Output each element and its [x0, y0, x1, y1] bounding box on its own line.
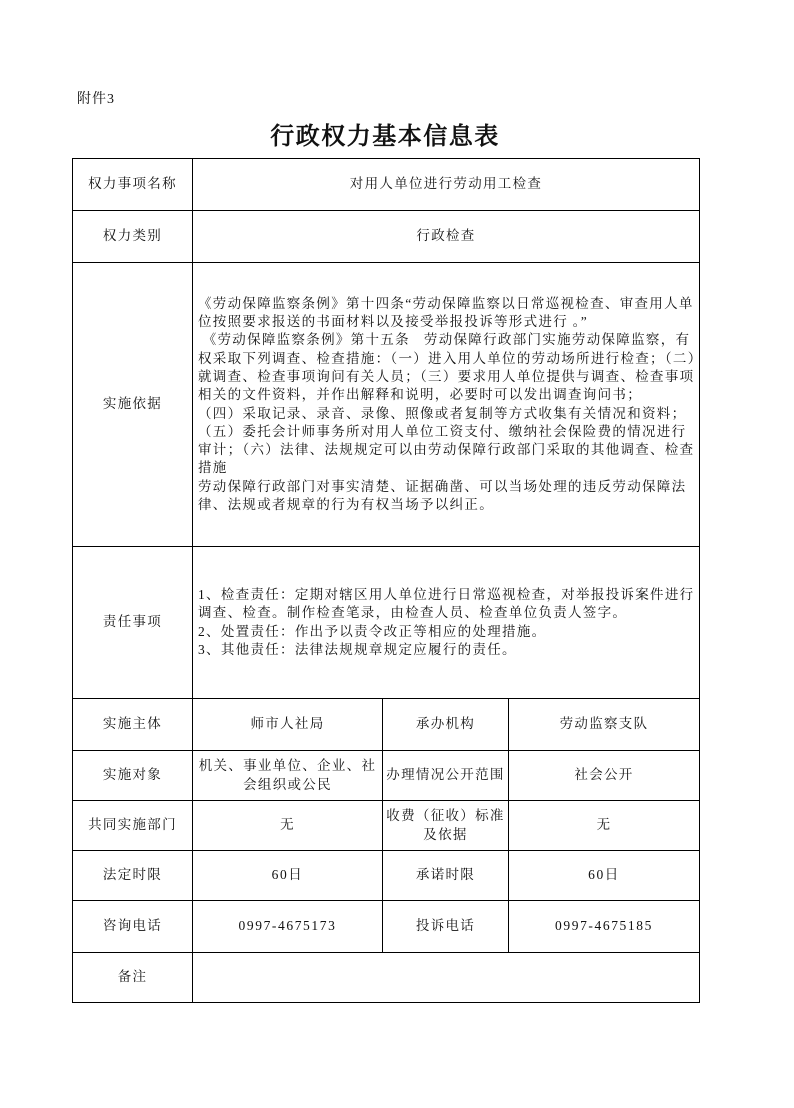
label-promised-time-limit: 承诺时限: [383, 851, 509, 901]
value-remark: [193, 953, 700, 1003]
table-row-target: [73, 751, 700, 801]
label-fee-standard: 收费（征收）标准及依据: [383, 801, 509, 851]
value-handling-agency: 劳动监察支队: [509, 699, 700, 751]
label-inquiry-phone: 咨询电话: [73, 901, 193, 953]
table-row-remark: [73, 953, 700, 1003]
label-item-name: 权力事项名称: [73, 159, 193, 211]
label-basis: 实施依据: [73, 263, 193, 547]
table-row-phone: [73, 901, 700, 953]
responsibility-paragraph: 1、检查责任：定期对辖区用人单位进行日常巡视检查，对举报投诉案件进行调查、检查。制作检查笔录，由检查人员、检查单位负责人签字。: [198, 586, 695, 621]
label-complaint-phone: 投诉电话: [383, 901, 509, 953]
value-item-name: 对用人单位进行劳动用工检查: [193, 159, 700, 211]
responsibility-paragraph: 3、其他责任：法律法规规章规定应履行的责任。: [198, 641, 517, 657]
label-category: 权力类别: [73, 211, 193, 263]
info-table: [72, 158, 700, 1003]
label-remark: 备注: [73, 953, 193, 1003]
table-row-category: [73, 211, 700, 263]
value-responsibility: [193, 547, 700, 699]
value-fee-standard: 无: [509, 801, 700, 851]
value-target: 机关、事业单位、企业、社会组织或公民: [193, 751, 383, 801]
value-inquiry-phone: 0997-4675173: [193, 901, 383, 953]
table-row-item-name: [73, 159, 700, 211]
label-legal-time-limit: 法定时限: [73, 851, 193, 901]
attachment-label: 附件3: [77, 92, 115, 107]
label-joint-dept: 共同实施部门: [73, 801, 193, 851]
label-target: 实施对象: [73, 751, 193, 801]
label-responsibility: 责任事项: [73, 547, 193, 699]
value-basis: [193, 263, 700, 547]
table-row-subject: [73, 699, 700, 751]
value-joint-dept: 无: [193, 801, 383, 851]
value-category: 行政检查: [193, 211, 700, 263]
basis-paragraph: （五）委托会计师事务所对用人单位工资支付、缴纳社会保险费的情况进行审计；（六）法律、法规规定可以由劳动保障行政部门采取的其他调查、检查措施: [198, 423, 695, 476]
basis-paragraph: 《劳动保障监察条例》第十五条 劳动保障行政部门实施劳动保障监察，有权采取下列调查、检查措施：（一）进入用人单位的劳动场所进行检查；（二）就调查、检查事项询问有关人员；（三）要求用人单位提供与调查、检查事项相关的文件资料，并作出解释和说明，必要时可以发出调查询问书；: [198, 332, 696, 403]
value-subject: 师市人社局: [193, 699, 383, 751]
responsibility-paragraph: 2、处置责任：作出予以责令改正等相应的处理措施。: [198, 623, 547, 639]
page-title: 行政权力基本信息表: [270, 124, 500, 150]
value-legal-time-limit: 60日: [193, 851, 383, 901]
table-row-responsibility: [73, 547, 700, 699]
table-row-time-limit: [73, 851, 700, 901]
basis-paragraph: 劳动保障行政部门对事实清楚、证据确凿、可以当场处理的违反劳动保障法律、法规或者规章的行为有权当场予以纠正。: [198, 478, 687, 512]
value-promised-time-limit: 60日: [509, 851, 700, 901]
table-row-basis: [73, 263, 700, 547]
table-row-joint-dept: [73, 801, 700, 851]
value-complaint-phone: 0997-4675185: [509, 901, 700, 953]
label-subject: 实施主体: [73, 699, 193, 751]
basis-paragraph: （四）采取记录、录音、录像、照像或者复制等方式收集有关情况和资料；: [198, 405, 687, 421]
label-disclosure-scope: 办理情况公开范围: [383, 751, 509, 801]
basis-paragraph: 《劳动保障监察条例》第十四条“劳动保障监察以日常巡视检查、审查用人单位按照要求报送的书面材料以及接受举报投诉等形式进行 。”: [198, 295, 694, 330]
value-disclosure-scope: 社会公开: [509, 751, 700, 801]
label-handling-agency: 承办机构: [383, 699, 509, 751]
